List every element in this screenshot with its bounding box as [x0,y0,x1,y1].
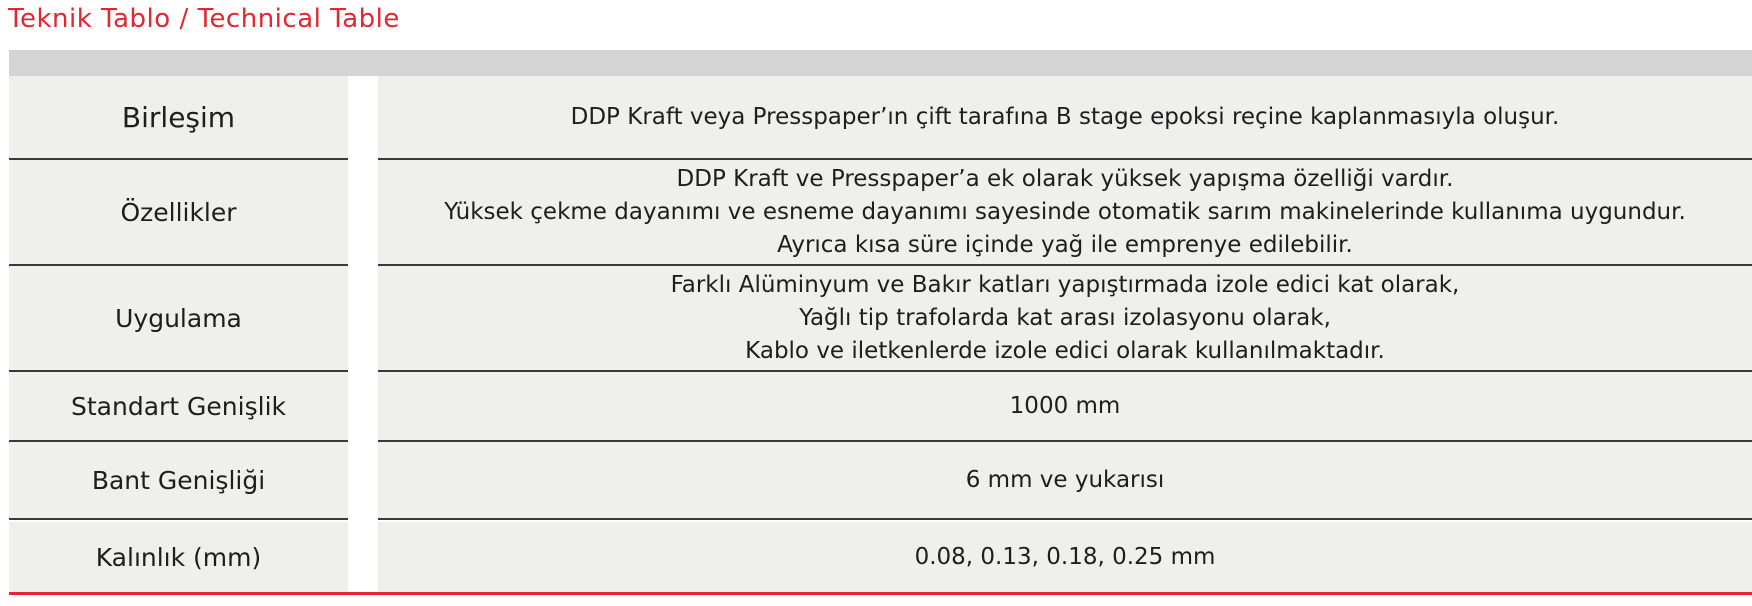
value-line: Kablo ve iletkenlerde izole edici olarak kullanılmaktadır. [745,337,1385,364]
row-label: Özellikler [9,160,348,264]
technical-table [9,50,1752,598]
row-value [378,266,1752,370]
value-line: 6 mm ve yukarısı [965,466,1165,493]
table-bottom-rule [9,592,1752,595]
page-title: Teknik Tablo / Technical Table [8,4,400,34]
value-line: 0.08, 0.13, 0.18, 0.25 mm [914,543,1216,570]
row-label: Standart Genişlik [9,372,348,440]
row-value [378,442,1752,518]
value-line: Farklı Alüminyum ve Bakır katları yapıştırmada izole edici kat olarak, [670,271,1460,298]
value-line: Yağlı tip trafolarda kat arası izolasyonu olarak, [799,304,1331,331]
value-line: 1000 mm [1009,392,1121,419]
table-row [9,442,1752,518]
row-value [378,372,1752,440]
row-value [378,76,1752,158]
row-label: Birleşim [9,76,348,158]
table-row [9,266,1752,370]
table-row [9,76,1752,158]
value-line: Ayrıca kısa süre içinde yağ ile emprenye edilebilir. [777,231,1353,258]
table-row [9,522,1752,592]
value-line: Yüksek çekme dayanımı ve esneme dayanımı sayesinde otomatik sarım makinelerinde kullanıma uygundur. [444,198,1686,225]
row-value [378,160,1752,264]
table-row [9,372,1752,440]
table-header-band [9,50,1752,76]
row-label: Kalınlık (mm) [9,522,348,592]
row-label: Bant Genişliği [9,442,348,518]
row-label: Uygulama [9,266,348,370]
row-divider [378,518,1752,520]
row-value [378,522,1752,592]
table-row [9,160,1752,264]
row-divider [9,518,348,520]
value-line: DDP Kraft veya Presspaper’ın çift tarafına B stage epoksi reçine kaplanmasıyla oluşur. [570,103,1560,130]
value-line: DDP Kraft ve Presspaper’a ek olarak yüksek yapışma özelliği vardır. [676,165,1454,192]
